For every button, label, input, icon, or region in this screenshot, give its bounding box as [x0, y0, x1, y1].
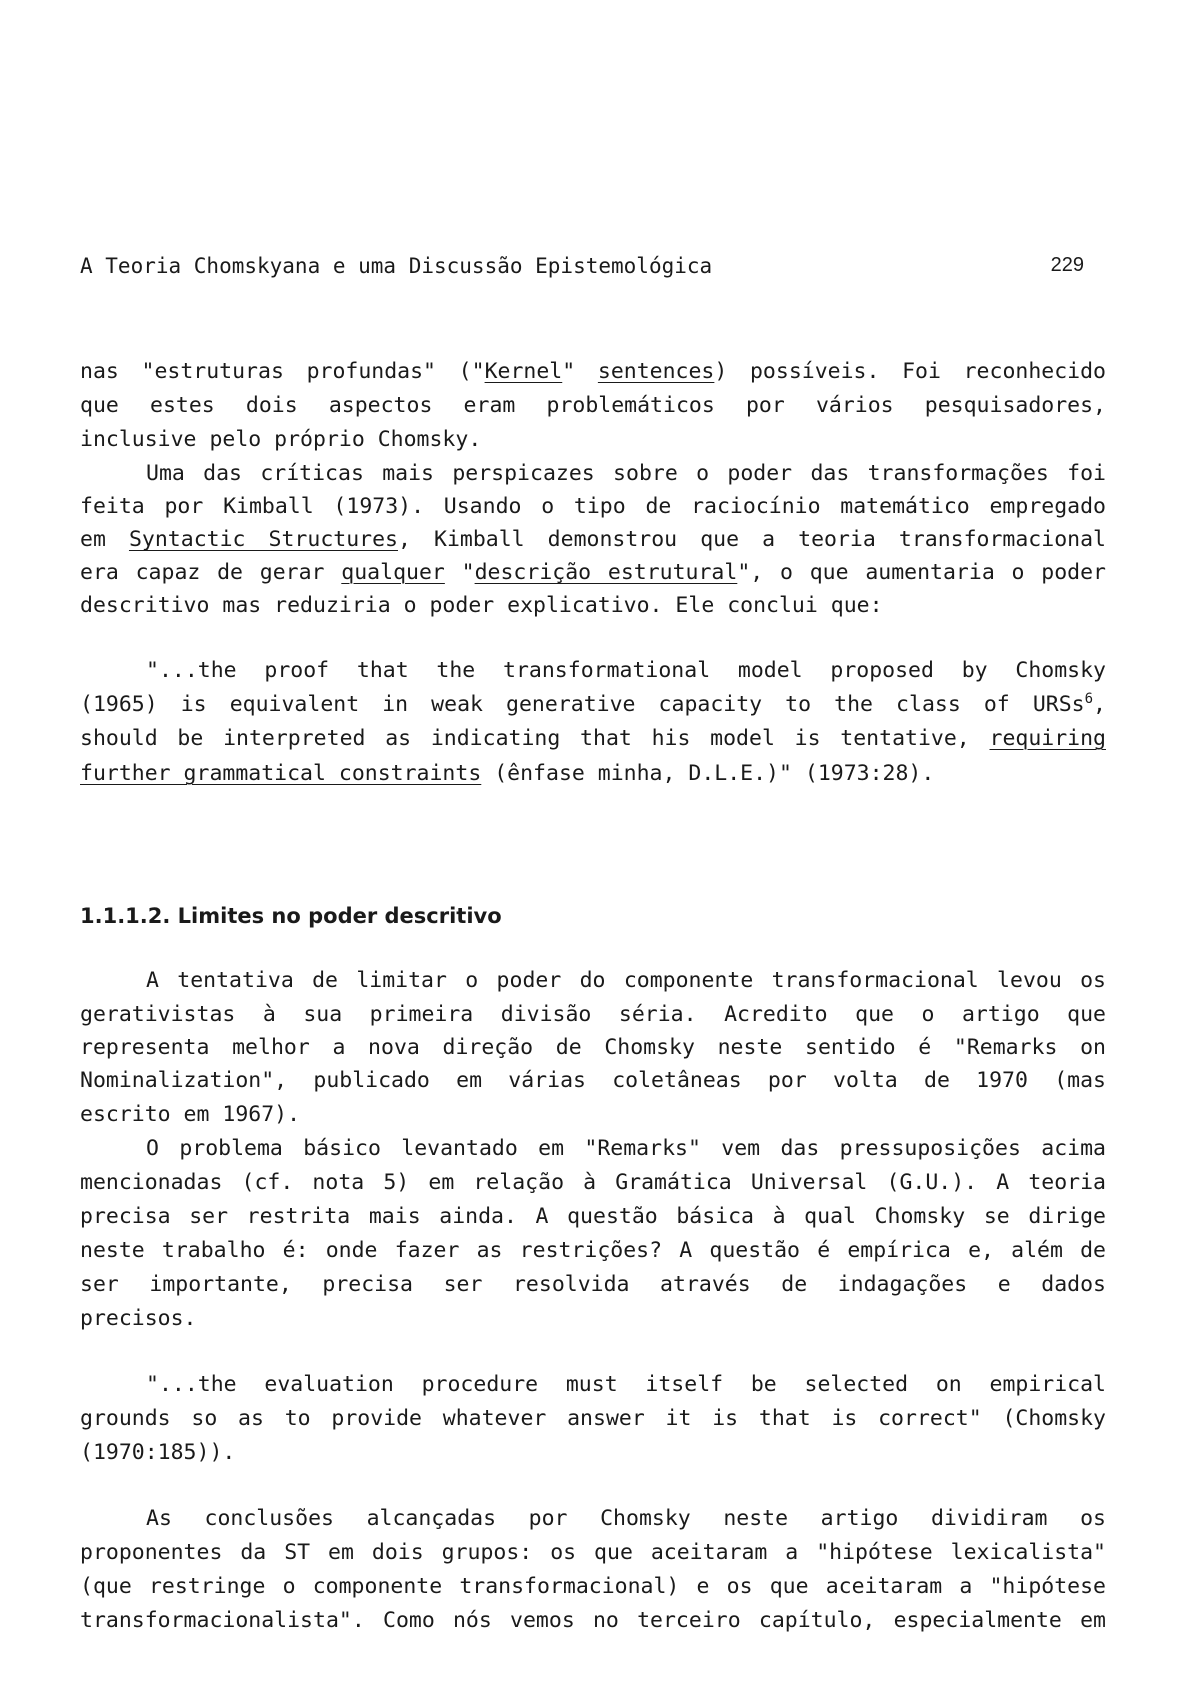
paragraph-line: mencionadas (cf. nota 5) em relação à Gramática Universal (G.U.). A teoria	[80, 1170, 1106, 1195]
quote-line: (1965) is equivalent in weak generative capacity to the class of URSs$^6$,	[80, 690, 1106, 717]
paragraph-line: proponentes da ST em dois grupos: os que aceitaram a "hipótese lexicalista"	[80, 1540, 1106, 1565]
paragraph-line: era capaz de gerar qualquer "descrição estrutural", o que aumentaria o poder	[80, 560, 1106, 585]
footnote-marker: 6	[1084, 690, 1094, 707]
paragraph-line: em Syntactic Structures, Kimball demonstrou que a teoria transformacional	[80, 527, 1106, 552]
paragraph-line: que estes dois aspectos eram problemáticos por vários pesquisadores,	[80, 393, 1106, 418]
running-title: A Teoria Chomskyana e uma Discussão Epistemológica	[80, 254, 713, 278]
page-number: 229	[1050, 254, 1084, 276]
paragraph-line: gerativistas à sua primeira divisão séria. Acredito que o artigo que	[80, 1002, 1106, 1027]
paragraph-line: Uma das críticas mais perspicazes sobre o poder das transformações foi	[146, 461, 1106, 486]
paragraph-line: escrito em 1967).	[80, 1102, 301, 1127]
paragraph-line: descritivo mas reduziria o poder explicativo. Ele conclui que:	[80, 593, 883, 618]
paragraph-line: Nominalization", publicado em várias coletâneas por volta de 1970 (mas	[80, 1068, 1106, 1093]
paragraph-line: O problema básico levantado em "Remarks" vem das pressuposições acima	[146, 1136, 1106, 1161]
paragraph-line: inclusive pelo próprio Chomsky.	[80, 427, 482, 452]
paragraph-line: feita por Kimball (1973). Usando o tipo de raciocínio matemático empregado	[80, 494, 1106, 519]
paragraph-line: representa melhor a nova direção de Chomsky neste sentido é "Remarks on	[80, 1035, 1106, 1060]
quote-line: "...the evaluation procedure must itself be selected on empirical	[146, 1372, 1106, 1397]
quote-line: (1970:185)).	[80, 1440, 236, 1465]
quote-line: further grammatical constraints (ênfase minha, D.L.E.)" (1973:28).	[80, 761, 935, 786]
paragraph-line: nas "estruturas profundas" ("Kernel" sentences) possíveis. Foi reconhecido	[80, 359, 1106, 384]
running-header	[80, 254, 1084, 284]
quote-line: should be interpreted as indicating that his model is tentative, requiring	[80, 726, 1106, 751]
paragraph-line: ser importante, precisa ser resolvida através de indagações e dados	[80, 1272, 1106, 1297]
paragraph-line: neste trabalho é: onde fazer as restrições? A questão é empírica e, além de	[80, 1238, 1106, 1263]
section-heading: 1.1.1.2. Limites no poder descritivo	[80, 904, 502, 928]
paragraph-line: precisa ser restrita mais ainda. A questão básica à qual Chomsky se dirige	[80, 1204, 1106, 1229]
paragraph-line: A tentativa de limitar o poder do componente transformacional levou os	[146, 968, 1106, 993]
quote-line: grounds so as to provide whatever answer it is that is correct" (Chomsky	[80, 1406, 1106, 1431]
paragraph-line: transformacionalista". Como nós vemos no terceiro capítulo, especialmente em	[80, 1608, 1106, 1633]
quote-line: "...the proof that the transformational model proposed by Chomsky	[146, 658, 1106, 683]
paragraph-line: As conclusões alcançadas por Chomsky neste artigo dividiram os	[146, 1506, 1106, 1531]
paragraph-line: (que restringe o componente transformacional) e os que aceitaram a "hipótese	[80, 1574, 1106, 1599]
paragraph-line: precisos.	[80, 1306, 197, 1331]
